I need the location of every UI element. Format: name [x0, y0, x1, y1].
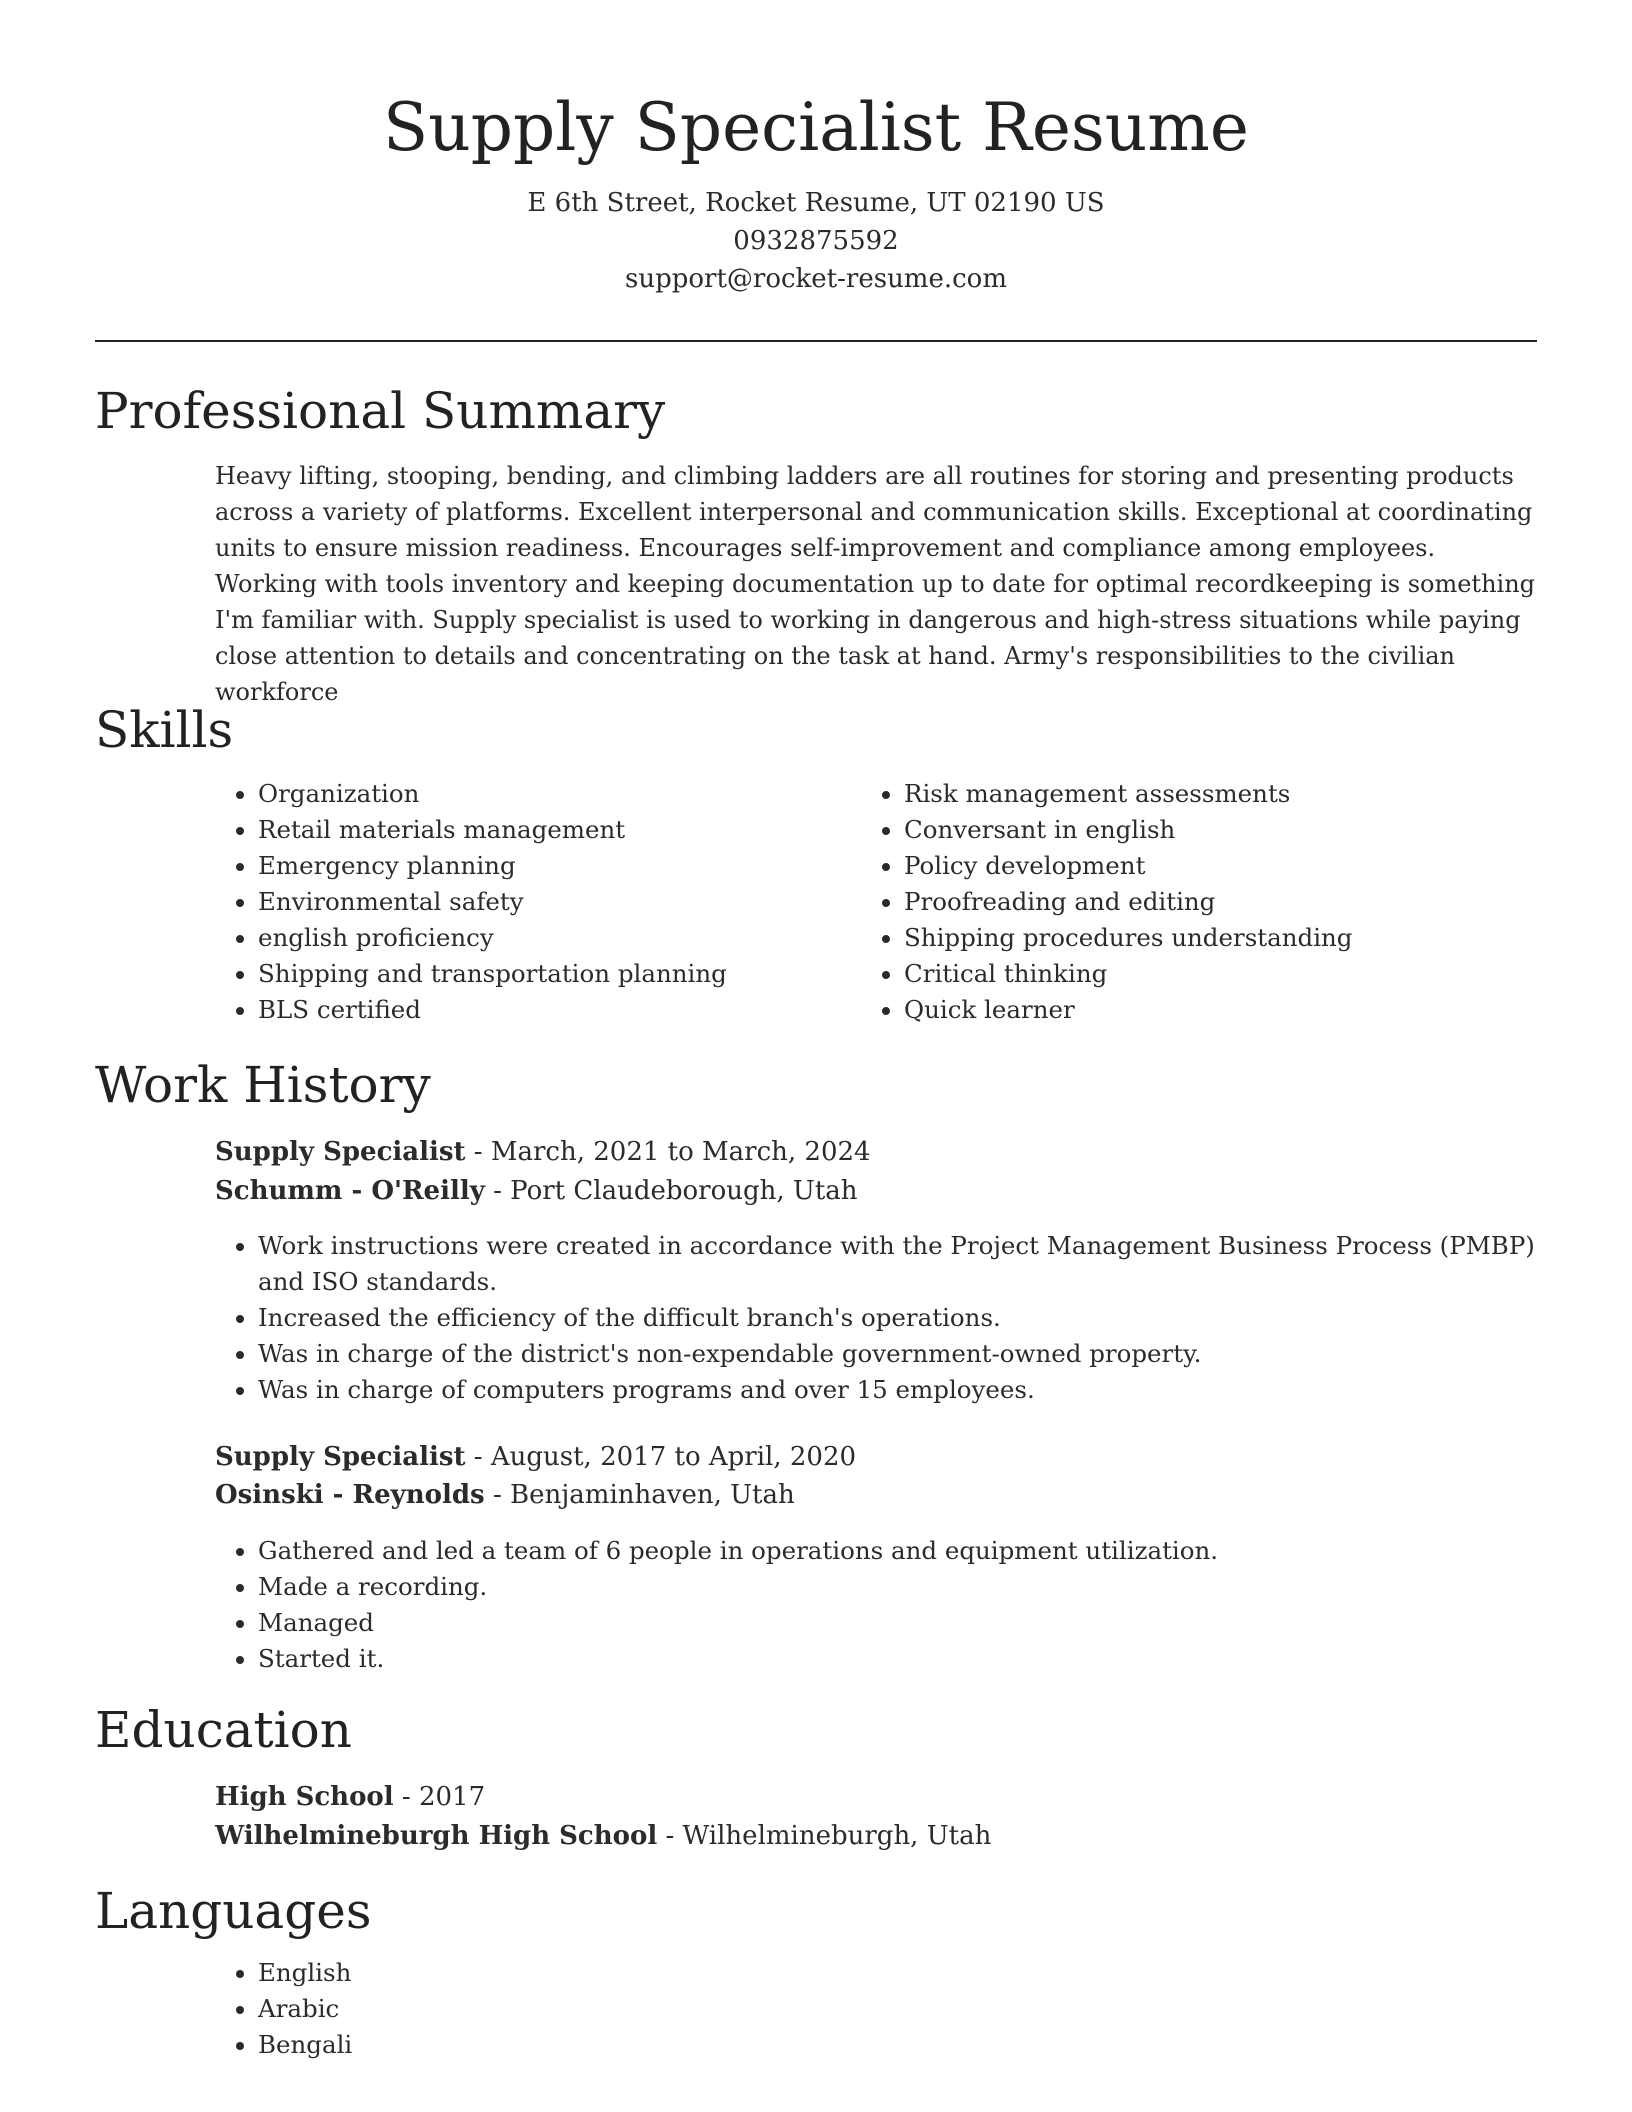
job-dates: - August, 2017 to April, 2020 [465, 1442, 857, 1472]
job-bullet: • Started it. [258, 1641, 1573, 1677]
job-2-bullets [213, 1533, 1573, 1677]
skill-item: • Quick learner [904, 992, 1564, 1028]
summary-text: Heavy lifting, stooping, bending, and climbing ladders are all routines for storing and presenting products across a variety of platforms. Excellent interpersonal and communication skills. Exceptional at coordinating units to ensure mission readiness. Encourages self-improvement and compliance among employees. Working with tools inventory and keeping documentation up to date for optimal recordkeeping is something I'm familiar with. Supply specialist is used to working in dangerous and high-stress situations while paying close attention to details and concentrating on the task at hand. Army's responsibilities to the civilian workforce [215, 462, 1536, 706]
education-degree: High School [215, 1782, 394, 1812]
job-dates: - March, 2021 to March, 2024 [465, 1137, 871, 1167]
job-bullet: • Made a recording. [258, 1569, 1573, 1605]
education-year: - 2017 [393, 1782, 486, 1812]
skill-item: • Critical thinking [904, 956, 1564, 992]
resume-title: Supply Specialist Resume [383, 89, 1249, 166]
skill-item: • Policy development [904, 848, 1564, 884]
skill-item: • Proofreading and editing [904, 884, 1564, 920]
language-item: • English [258, 1955, 858, 1991]
job-bullet: • Managed [258, 1605, 1573, 1641]
education-school: Wilhelmineburgh High School [215, 1821, 658, 1851]
job-2-title-line [215, 1438, 856, 1477]
skill-item: • Shipping procedures understanding [904, 920, 1564, 956]
skill-item: • BLS certified [258, 992, 848, 1028]
section-title-summary: Professional Summary [95, 382, 666, 440]
education-school-line [215, 1817, 991, 1856]
skill-item: • Shipping and transportation planning [258, 956, 848, 992]
education-degree-line [215, 1778, 485, 1817]
contact-address: E 6th Street, Rocket Resume, UT 02190 US [527, 188, 1105, 218]
job-location: - Benjaminhaven, Utah [484, 1480, 795, 1510]
skill-item: • Retail materials management [258, 812, 848, 848]
skill-item: • Conversant in english [904, 812, 1564, 848]
job-bullet: • Was in charge of computers programs and over 15 employees. [258, 1372, 1573, 1408]
contact-block [0, 184, 1632, 298]
job-location: - Port Claudeborough, Utah [484, 1176, 858, 1206]
job-company: Osinski - Reynolds [215, 1480, 485, 1510]
skill-item: • Risk management assessments [904, 776, 1564, 812]
section-title-languages: Languages [95, 1882, 372, 1940]
job-bullet: • Gathered and led a team of 6 people in operations and equipment utilization. [258, 1533, 1573, 1569]
contact-phone: 0932875592 [733, 226, 899, 256]
contact-email: support@rocket-resume.com [624, 264, 1007, 294]
job-bullet: • Was in charge of the district's non-expendable government-owned property. [258, 1336, 1573, 1372]
job-bullet: • Work instructions were created in accordance with the Project Management Business Process (PMBP) and ISO standards. [258, 1228, 1573, 1300]
skills-list-right [859, 776, 1564, 1028]
job-company: Schumm - O'Reilly [215, 1176, 485, 1206]
job-role: Supply Specialist [215, 1442, 466, 1472]
job-role: Supply Specialist [215, 1137, 466, 1167]
job-1-title-line [215, 1133, 871, 1172]
skill-item: • Emergency planning [258, 848, 848, 884]
resume-header [0, 0, 1632, 298]
job-1-company-line [215, 1172, 858, 1211]
skill-item: • english proficiency [258, 920, 848, 956]
header-divider [95, 340, 1537, 342]
section-title-work-history: Work History [95, 1056, 431, 1114]
languages-list [213, 1955, 858, 2063]
section-title-skills: Skills [95, 701, 234, 759]
skill-item: • Environmental safety [258, 884, 848, 920]
language-item: • Bengali [258, 2027, 858, 2063]
section-title-education: Education [95, 1701, 352, 1759]
job-bullet: • Increased the efficiency of the difficult branch's operations. [258, 1300, 1573, 1336]
skills-list-left [213, 776, 848, 1028]
skill-item: • Organization [258, 776, 848, 812]
job-1-bullets [213, 1228, 1573, 1408]
education-location: - Wilhelmineburgh, Utah [657, 1821, 992, 1851]
language-item: • Arabic [258, 1991, 858, 2027]
job-2-company-line [215, 1476, 795, 1515]
